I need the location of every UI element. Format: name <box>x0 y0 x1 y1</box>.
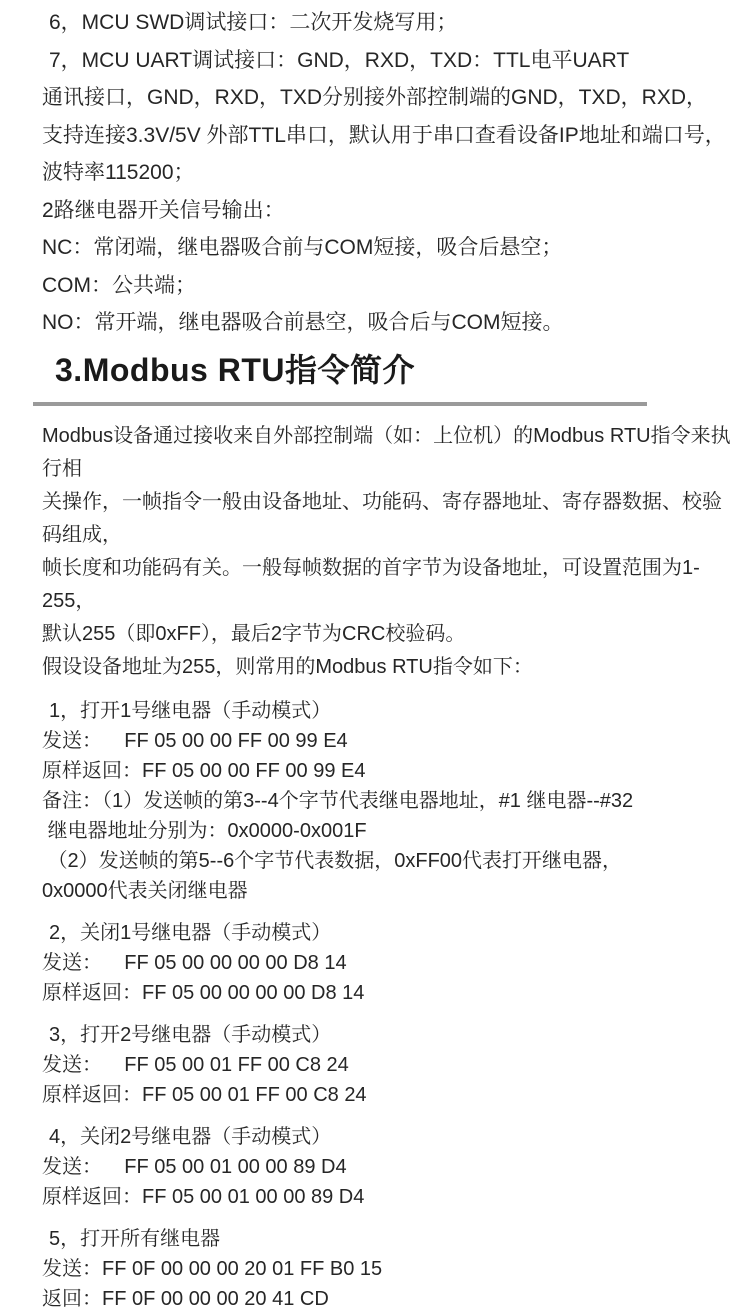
section-divider <box>33 402 647 406</box>
command-send-line: 发送：FF 0F 00 00 00 20 01 FF B0 15 <box>42 1257 383 1280</box>
command-block-open-relay2 <box>42 1020 740 1110</box>
command-block-close-relay2 <box>42 1122 740 1212</box>
intro-line-com: COM：公共端； <box>42 273 196 297</box>
command-title: 3，打开2号继电器（手动模式） <box>49 1023 332 1046</box>
description-line: 假设设备地址为255，则常用的Modbus RTU指令如下： <box>42 655 533 678</box>
interface-intro-section <box>42 4 740 342</box>
command-send-line: 发送： FF 05 00 00 FF 00 99 E4 <box>42 729 348 752</box>
command-block-open-all-relays <box>42 1224 740 1314</box>
command-note-line: 备注：（1）发送帧的第3--4个字节代表继电器地址，#1 继电器--#32 <box>42 789 634 812</box>
command-note-line: （2）发送帧的第5--6个字节代表数据，0xFF00代表打开继电器， <box>42 849 623 872</box>
command-title: 5，打开所有继电器 <box>49 1227 221 1250</box>
command-send-line: 发送： FF 05 00 00 00 00 D8 14 <box>42 951 347 974</box>
command-title: 1，打开1号继电器（手动模式） <box>49 699 332 722</box>
command-block-open-relay1 <box>42 696 740 906</box>
intro-line-uart-wiring: 通讯接口，GND，RXD，TXD分别接外部控制端的GND，TXD，RXD， <box>42 86 708 109</box>
intro-line-relay-output: 2路继电器开关信号输出： <box>42 198 285 222</box>
command-send-line: 发送： FF 05 00 01 FF 00 C8 24 <box>42 1053 349 1076</box>
intro-line-ttl-support: 支持连接3.3V/5V 外部TTL串口，默认用于串口查看设备IP地址和端口号， <box>42 123 726 147</box>
section-title-modbus-rtu: 3.Modbus RTU指令简介 <box>55 351 415 388</box>
modbus-description <box>42 420 740 684</box>
command-block-close-relay1 <box>42 918 740 1008</box>
command-send-line: 发送： FF 05 00 01 00 00 89 D4 <box>42 1155 347 1178</box>
command-title: 2，关闭1号继电器（手动模式） <box>49 921 332 944</box>
intro-line-nc: NC：常闭端，继电器吸合前与COM短接，吸合后悬空； <box>42 236 563 259</box>
command-return-line: 返回：FF 0F 00 00 00 20 41 CD <box>42 1287 329 1310</box>
intro-line-uart: 7，MCU UART调试接口：GND，RXD，TXD：TTL电平UART <box>49 48 630 72</box>
command-note-line: 0x0000代表关闭继电器 <box>42 879 248 902</box>
description-line: Modbus设备通过接收来自外部控制端（如：上位机）的Modbus RTU指令来执行相 <box>42 424 731 480</box>
command-return-line: 原样返回：FF 05 00 00 FF 00 99 E4 <box>42 759 366 782</box>
command-return-line: 原样返回：FF 05 00 01 00 00 89 D4 <box>42 1185 365 1208</box>
command-title: 4，关闭2号继电器（手动模式） <box>49 1125 332 1148</box>
command-return-line: 原样返回：FF 05 00 00 00 00 D8 14 <box>42 981 365 1004</box>
command-return-line: 原样返回：FF 05 00 01 FF 00 C8 24 <box>42 1083 367 1106</box>
intro-line-swd: 6，MCU SWD调试接口：二次开发烧写用； <box>49 11 458 34</box>
intro-line-baudrate: 波特率115200； <box>42 161 195 184</box>
description-line: 帧长度和功能码有关。一般每帧数据的首字节为设备地址，可设置范围为1-255， <box>42 556 700 612</box>
command-note-line: 继电器地址分别为：0x0000-0x001F <box>42 819 367 842</box>
description-line: 关操作，一帧指令一般由设备地址、功能码、寄存器地址、寄存器数据、校验码组成， <box>42 490 722 546</box>
intro-line-no: NO：常开端，继电器吸合前悬空，吸合后与COM短接。 <box>42 311 564 334</box>
description-line: 默认255（即0xFF），最后2字节为CRC校验码。 <box>42 622 466 645</box>
